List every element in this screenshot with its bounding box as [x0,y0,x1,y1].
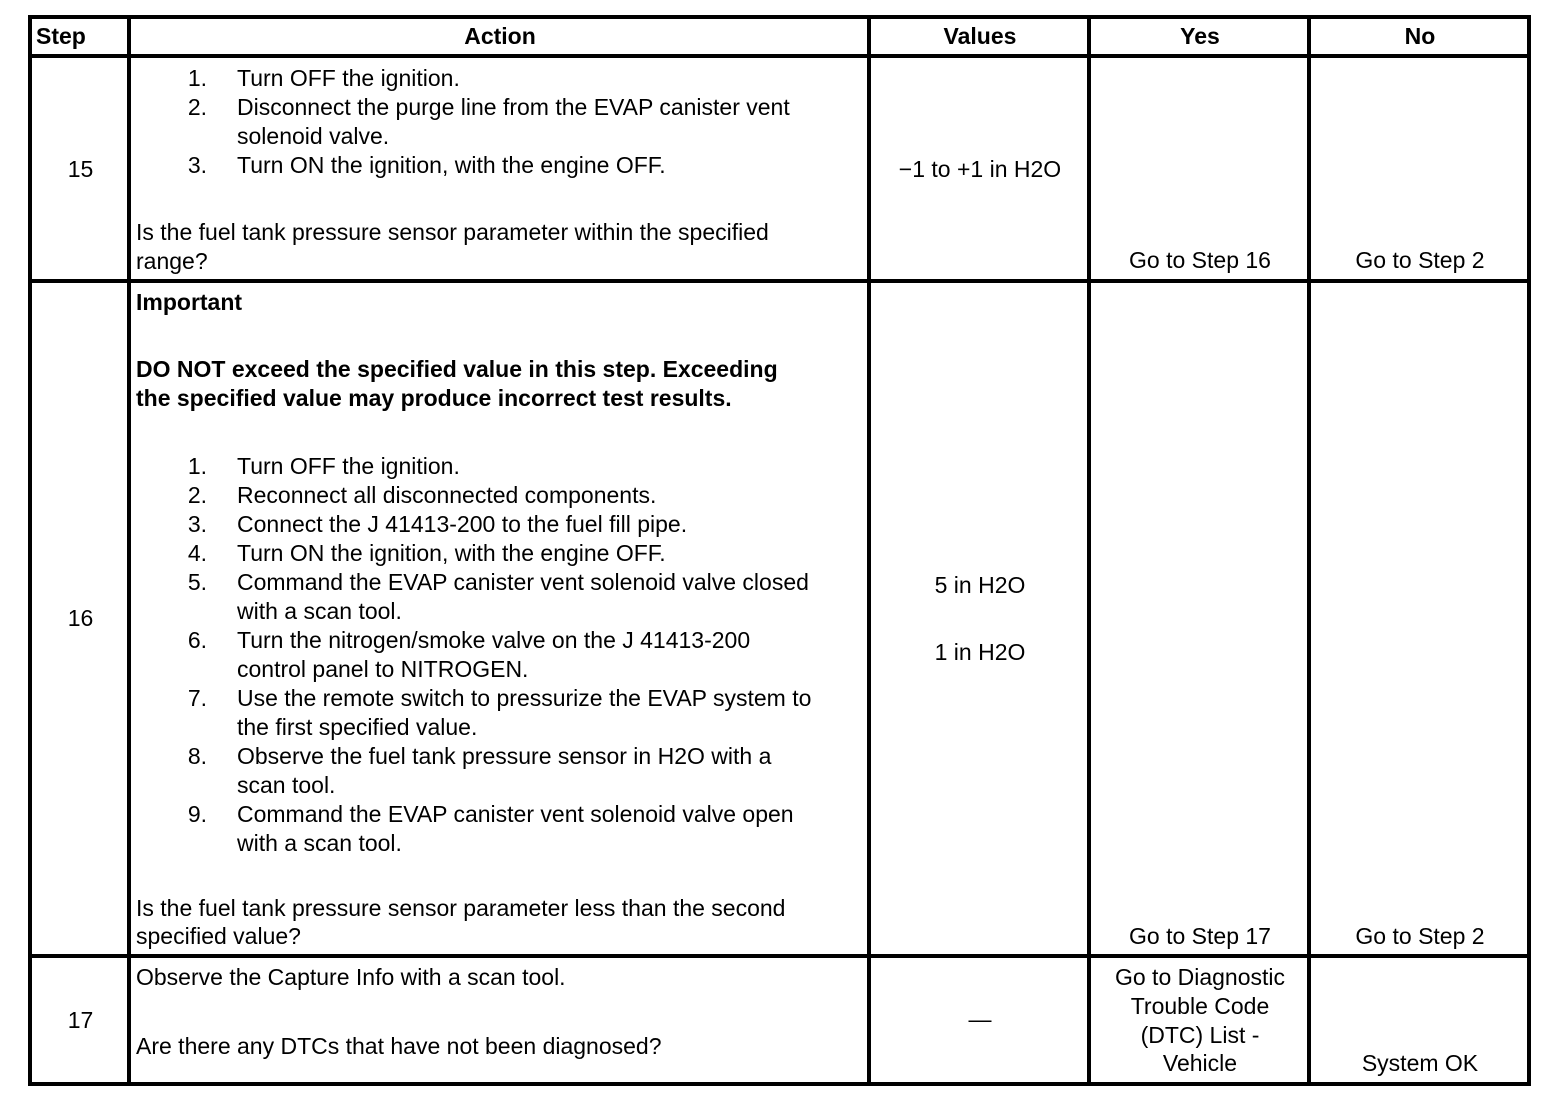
yes-goto-link: Go to Diagnostic [1114,964,1286,990]
action-step-list [131,452,867,862]
list-item-number: 1. [187,65,207,91]
no-goto-link: Go to Step 2 [1355,247,1485,273]
list-item-number: 9. [187,801,207,827]
important-text: the specified value may produce incorrect test results. [136,385,732,411]
list-item-text: the first specified value. [237,714,478,740]
header-action: Action [464,23,536,49]
list-item-text: Use the remote switch to pressurize the EVAP system to [237,685,812,711]
list-item-text: Turn OFF the ignition. [237,65,460,91]
yes-goto-link: Go to Step 17 [1129,923,1271,949]
list-item-number: 2. [187,94,207,120]
list-item-text: Disconnect the purge line from the EVAP canister vent [237,94,790,120]
list-item-text: Connect the J 41413-200 to the fuel fill pipe. [237,511,688,537]
list-item-number: 2. [187,482,207,508]
list-item-text: control panel to NITROGEN. [237,656,529,682]
header-step: Step [36,23,86,49]
header-no: No [1404,23,1436,49]
step-number: 16 [67,605,94,631]
yes-goto-link: (DTC) List - [1140,1022,1260,1048]
value-second: 1 in H2O [934,639,1026,665]
header-yes: Yes [1180,23,1220,49]
important-label: Important [136,289,243,315]
question-line: Is the fuel tank pressure sensor parameter less than the second [136,895,786,921]
list-item-number: 1. [187,453,207,479]
list-item-number: 6. [187,627,207,653]
header-values: Values [943,23,1017,49]
question-line: specified value? [136,923,301,949]
list-item-number: 7. [187,685,207,711]
list-item-text: Turn ON the ignition, with the engine OFF. [237,152,666,178]
list-item-text: Observe the fuel tank pressure sensor in H2O with a [237,743,772,769]
important-text: DO NOT exceed the specified value in this step. Exceeding [136,356,778,382]
question-line: Are there any DTCs that have not been diagnosed? [136,1033,662,1059]
step-number: 15 [67,156,94,182]
list-item-number: 8. [187,743,207,769]
action-text: Observe the Capture Info with a scan tool. [136,964,566,990]
no-goto-link: Go to Step 2 [1355,923,1485,949]
no-result: System OK [1361,1050,1479,1076]
list-item-number: 3. [187,511,207,537]
step-number: 17 [67,1007,94,1033]
yes-goto-link: Trouble Code [1130,993,1270,1019]
question-line: Is the fuel tank pressure sensor parameter within the specified [136,219,769,245]
value-range: −1 to +1 in H2O [898,156,1062,182]
list-item-text: Command the EVAP canister vent solenoid valve closed [237,569,809,595]
list-item-text: with a scan tool. [237,598,402,624]
list-item-text: with a scan tool. [237,830,402,856]
list-item-number: 4. [187,540,207,566]
question-line: range? [136,248,208,274]
yes-goto-link: Go to Step 16 [1129,247,1271,273]
list-item-text: scan tool. [237,772,336,798]
list-item-text: solenoid valve. [237,123,390,149]
list-item-text: Turn the nitrogen/smoke valve on the J 41413-200 [237,627,751,653]
list-item-number: 5. [187,569,207,595]
list-item-text: Reconnect all disconnected components. [237,482,657,508]
list-item-number: 3. [187,152,207,178]
value-none: — [968,1006,992,1032]
value-first: 5 in H2O [934,572,1026,598]
list-item-text: Command the EVAP canister vent solenoid valve open [237,801,794,827]
list-item-text: Turn ON the ignition, with the engine OFF. [237,540,666,566]
action-step-list [131,64,867,178]
yes-goto-link: Vehicle [1162,1050,1238,1076]
list-item-text: Turn OFF the ignition. [237,453,460,479]
